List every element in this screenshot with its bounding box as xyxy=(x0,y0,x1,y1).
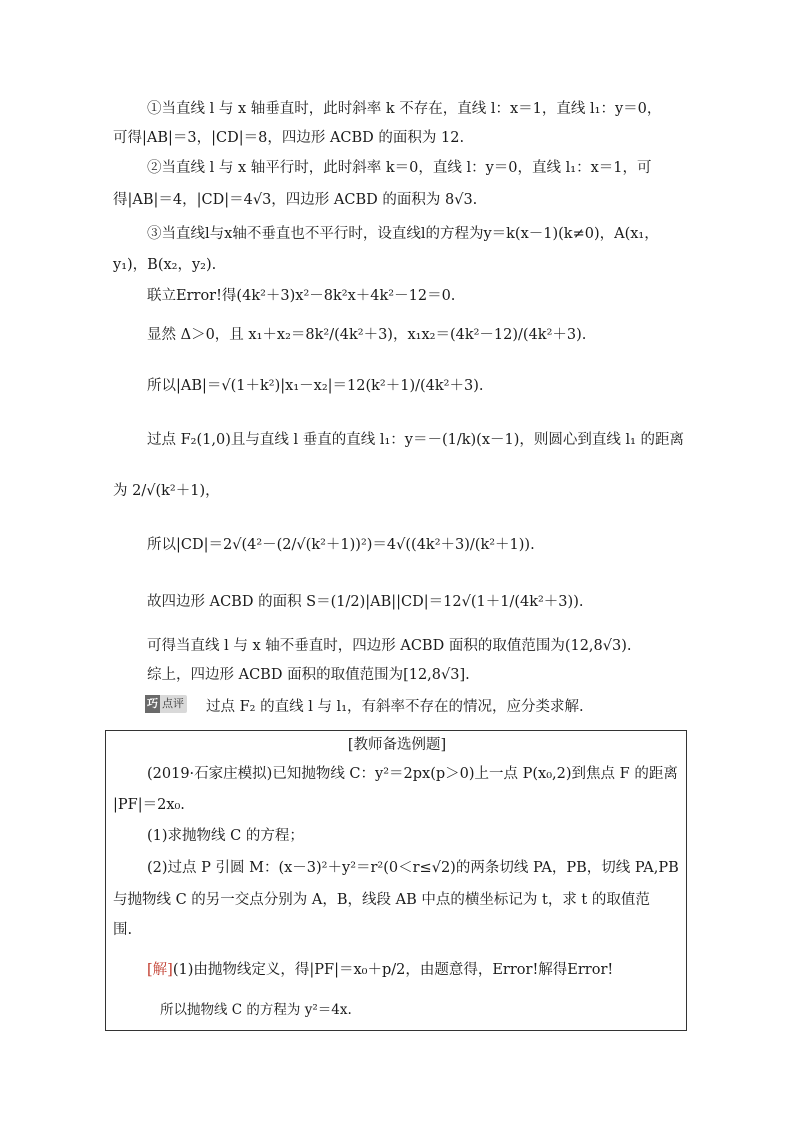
solution-text: (1)由抛物线定义，得|PF|＝x₀＋p/2，由题意得，Error!解得Error! xyxy=(172,962,614,978)
box-text-line: 与抛物线 C 的另一交点分别为 A，B，线段 AB 中点的横坐标记为 t，求 t 的取值范 xyxy=(113,892,650,908)
text-line: 为 2/√(k²＋1)， xyxy=(113,483,220,499)
box-text-line: (1)求抛物线 C 的方程； xyxy=(147,828,304,844)
box-text-line: |PF|＝2x₀. xyxy=(113,797,185,813)
text-line: 显然 Δ＞0，且 x₁＋x₂＝8k²/(4k²＋3)，x₁x₂＝(4k²－12)/(4k²＋3). xyxy=(147,327,587,343)
text-line: 可得当直线 l 与 x 轴不垂直时，四边形 ACBD 面积的取值范围为(12,8√3). xyxy=(147,638,632,654)
text-line: ①当直线 l 与 x 轴垂直时，此时斜率 k 不存在，直线 l：x＝1，直线 l₁：y＝0， xyxy=(147,101,662,117)
text-line: 过点 F₂(1,0)且与直线 l 垂直的直线 l₁：y＝－(1/k)(x－1)，则圆心到直线 l₁ 的距离 xyxy=(147,432,685,448)
text-line: ③当直线l与x轴不垂直也不平行时，设直线l的方程为y＝k(x－1)(k≠0)，A(x₁， xyxy=(147,226,659,242)
text-line: y₁)，B(x₂，y₂). xyxy=(113,257,217,273)
box-text-line: 围. xyxy=(113,922,133,938)
text-line: 得|AB|＝4，|CD|＝4√3，四边形 ACBD 的面积为 8√3. xyxy=(113,192,478,208)
tip-badge-icon: 巧 xyxy=(145,695,160,713)
example-box-title: [教师备选例题] xyxy=(347,737,447,753)
tip-badge xyxy=(145,695,187,713)
text-line: 所以|CD|＝2√(4²－(2/√(k²＋1))²)＝4√((4k²＋3)/(k²＋1)). xyxy=(147,537,535,553)
box-text-line: (2019·石家庄模拟)已知抛物线 C：y²＝2px(p＞0)上一点 P(x₀,2)到焦点 F 的距离 xyxy=(147,766,678,782)
text-line: ②当直线 l 与 x 轴平行时，此时斜率 k＝0，直线 l：y＝0，直线 l₁：x＝1，可 xyxy=(147,160,652,176)
tip-text: 过点 F₂ 的直线 l 与 l₁，有斜率不存在的情况，应分类求解. xyxy=(206,699,584,715)
text-line: 综上，四边形 ACBD 面积的取值范围为[12,8√3]. xyxy=(147,667,470,683)
solution-final-line: 所以抛物线 C 的方程为 y²＝4x. xyxy=(160,1002,352,1018)
text-line: 所以|AB|＝√(1＋k²)|x₁－x₂|＝12(k²＋1)/(4k²＋3). xyxy=(147,378,484,394)
solution-tag: [解] xyxy=(147,962,173,978)
tip-badge-label: 点评 xyxy=(162,697,184,710)
box-text-line: (2)过点 P 引圆 M：(x－3)²＋y²＝r²(0＜r≤√2)的两条切线 PA，PB，切线 PA,PB xyxy=(147,860,679,876)
text-line: 故四边形 ACBD 的面积 S＝(1/2)|AB||CD|＝12√(1＋1/(4k²＋3)). xyxy=(147,594,584,610)
solution-line xyxy=(147,960,613,980)
text-line: 联立Error!得(4k²＋3)x²－8k²x＋4k²－12＝0. xyxy=(147,288,456,304)
text-line: 可得|AB|＝3，|CD|＝8，四边形 ACBD 的面积为 12. xyxy=(113,130,465,146)
